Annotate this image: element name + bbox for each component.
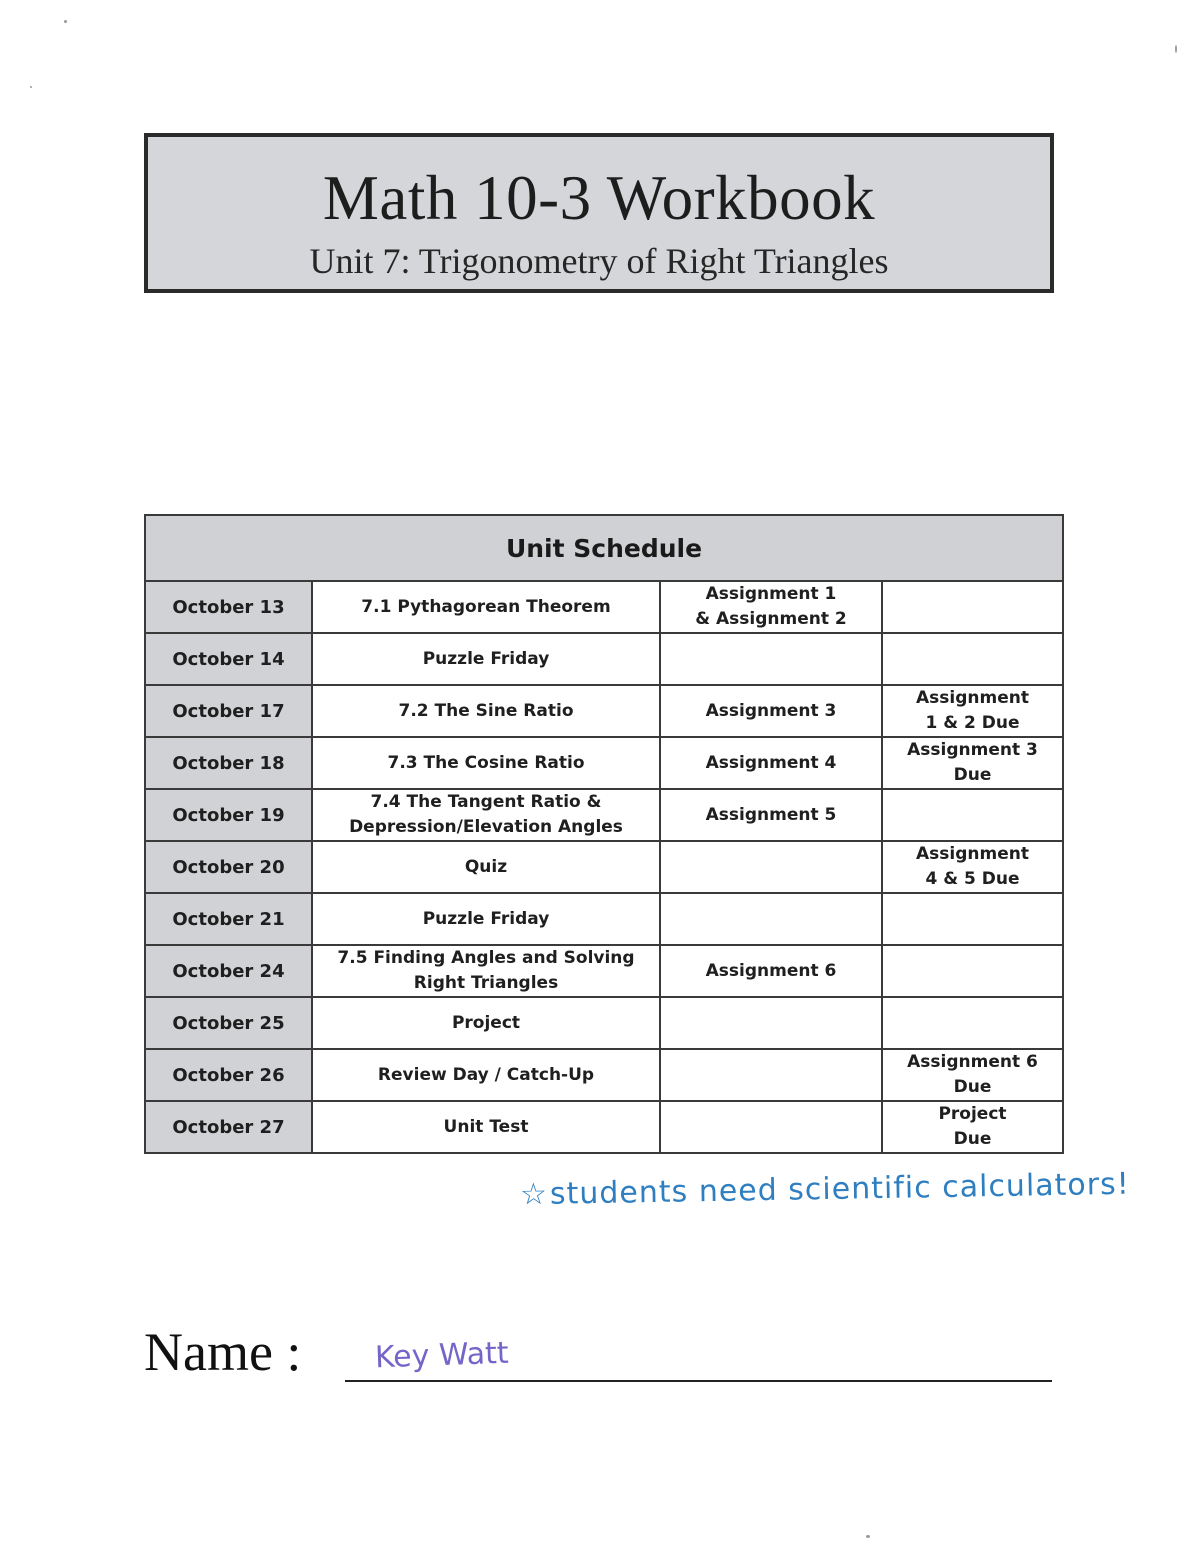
- schedule-topic-cell: Project: [312, 997, 660, 1049]
- name-value: Key Watt: [374, 1335, 510, 1376]
- schedule-date-cell: October 27: [145, 1101, 312, 1153]
- name-underline: [345, 1380, 1052, 1382]
- schedule-assignment-cell: Assignment 1 & Assignment 2: [660, 581, 882, 633]
- schedule-assignment-cell: [660, 997, 882, 1049]
- scan-speck: [1175, 45, 1177, 53]
- schedule-date-cell: October 21: [145, 893, 312, 945]
- scan-speck: [64, 20, 67, 23]
- schedule-due-cell: Assignment 4 & 5 Due: [882, 841, 1063, 893]
- star-icon: ☆: [519, 1176, 549, 1213]
- schedule-topic-cell: 7.4 The Tangent Ratio & Depression/Elevation Angles: [312, 789, 660, 841]
- schedule-body: [145, 581, 1063, 1153]
- calculator-note: [520, 1167, 1130, 1213]
- schedule-date-cell: October 24: [145, 945, 312, 997]
- schedule-due-cell: [882, 997, 1063, 1049]
- schedule-assignment-cell: [660, 893, 882, 945]
- schedule-topic-cell: 7.5 Finding Angles and Solving Right Triangles: [312, 945, 660, 997]
- schedule-due-cell: Assignment 6 Due: [882, 1049, 1063, 1101]
- schedule-assignment-cell: [660, 633, 882, 685]
- table-row: [145, 633, 1063, 685]
- unit-subtitle: Unit 7: Trigonometry of Right Triangles: [309, 241, 889, 281]
- schedule-topic-cell: Review Day / Catch-Up: [312, 1049, 660, 1101]
- scan-speck: [30, 86, 32, 88]
- schedule-due-cell: Assignment 1 & 2 Due: [882, 685, 1063, 737]
- table-row: [145, 737, 1063, 789]
- schedule-topic-cell: Puzzle Friday: [312, 633, 660, 685]
- workbook-title: Math 10-3 Workbook: [322, 163, 876, 233]
- table-row: [145, 1101, 1063, 1153]
- note-text: students need scientific calculators!: [549, 1166, 1131, 1212]
- schedule-assignment-cell: [660, 1101, 882, 1153]
- scan-speck: [866, 1535, 870, 1538]
- schedule-title: Unit Schedule: [145, 515, 1063, 581]
- title-box: [144, 133, 1054, 293]
- schedule-header-row: [145, 515, 1063, 581]
- table-row: [145, 685, 1063, 737]
- unit-schedule-table: [144, 514, 1064, 1154]
- schedule-date-cell: October 20: [145, 841, 312, 893]
- schedule-topic-cell: 7.3 The Cosine Ratio: [312, 737, 660, 789]
- schedule-topic-cell: 7.1 Pythagorean Theorem: [312, 581, 660, 633]
- table-row: [145, 997, 1063, 1049]
- schedule-assignment-cell: [660, 1049, 882, 1101]
- schedule-date-cell: October 26: [145, 1049, 312, 1101]
- schedule-assignment-cell: Assignment 3: [660, 685, 882, 737]
- schedule-date-cell: October 25: [145, 997, 312, 1049]
- schedule-due-cell: Project Due: [882, 1101, 1063, 1153]
- schedule-due-cell: [882, 633, 1063, 685]
- schedule-due-cell: [882, 581, 1063, 633]
- schedule-due-cell: [882, 893, 1063, 945]
- table-row: [145, 581, 1063, 633]
- name-label: Name :: [144, 1322, 302, 1382]
- table-row: [145, 789, 1063, 841]
- schedule-date-cell: October 18: [145, 737, 312, 789]
- schedule-date-cell: October 17: [145, 685, 312, 737]
- table-row: [145, 893, 1063, 945]
- schedule-assignment-cell: Assignment 4: [660, 737, 882, 789]
- schedule-due-cell: [882, 789, 1063, 841]
- schedule-assignment-cell: [660, 841, 882, 893]
- table-row: [145, 1049, 1063, 1101]
- schedule-assignment-cell: Assignment 6: [660, 945, 882, 997]
- schedule-due-cell: Assignment 3 Due: [882, 737, 1063, 789]
- schedule-topic-cell: Unit Test: [312, 1101, 660, 1153]
- schedule-topic-cell: Quiz: [312, 841, 660, 893]
- schedule-due-cell: [882, 945, 1063, 997]
- schedule-topic-cell: Puzzle Friday: [312, 893, 660, 945]
- schedule-date-cell: October 13: [145, 581, 312, 633]
- table-row: [145, 841, 1063, 893]
- table-row: [145, 945, 1063, 997]
- schedule-topic-cell: 7.2 The Sine Ratio: [312, 685, 660, 737]
- schedule-date-cell: October 19: [145, 789, 312, 841]
- schedule-assignment-cell: Assignment 5: [660, 789, 882, 841]
- schedule-date-cell: October 14: [145, 633, 312, 685]
